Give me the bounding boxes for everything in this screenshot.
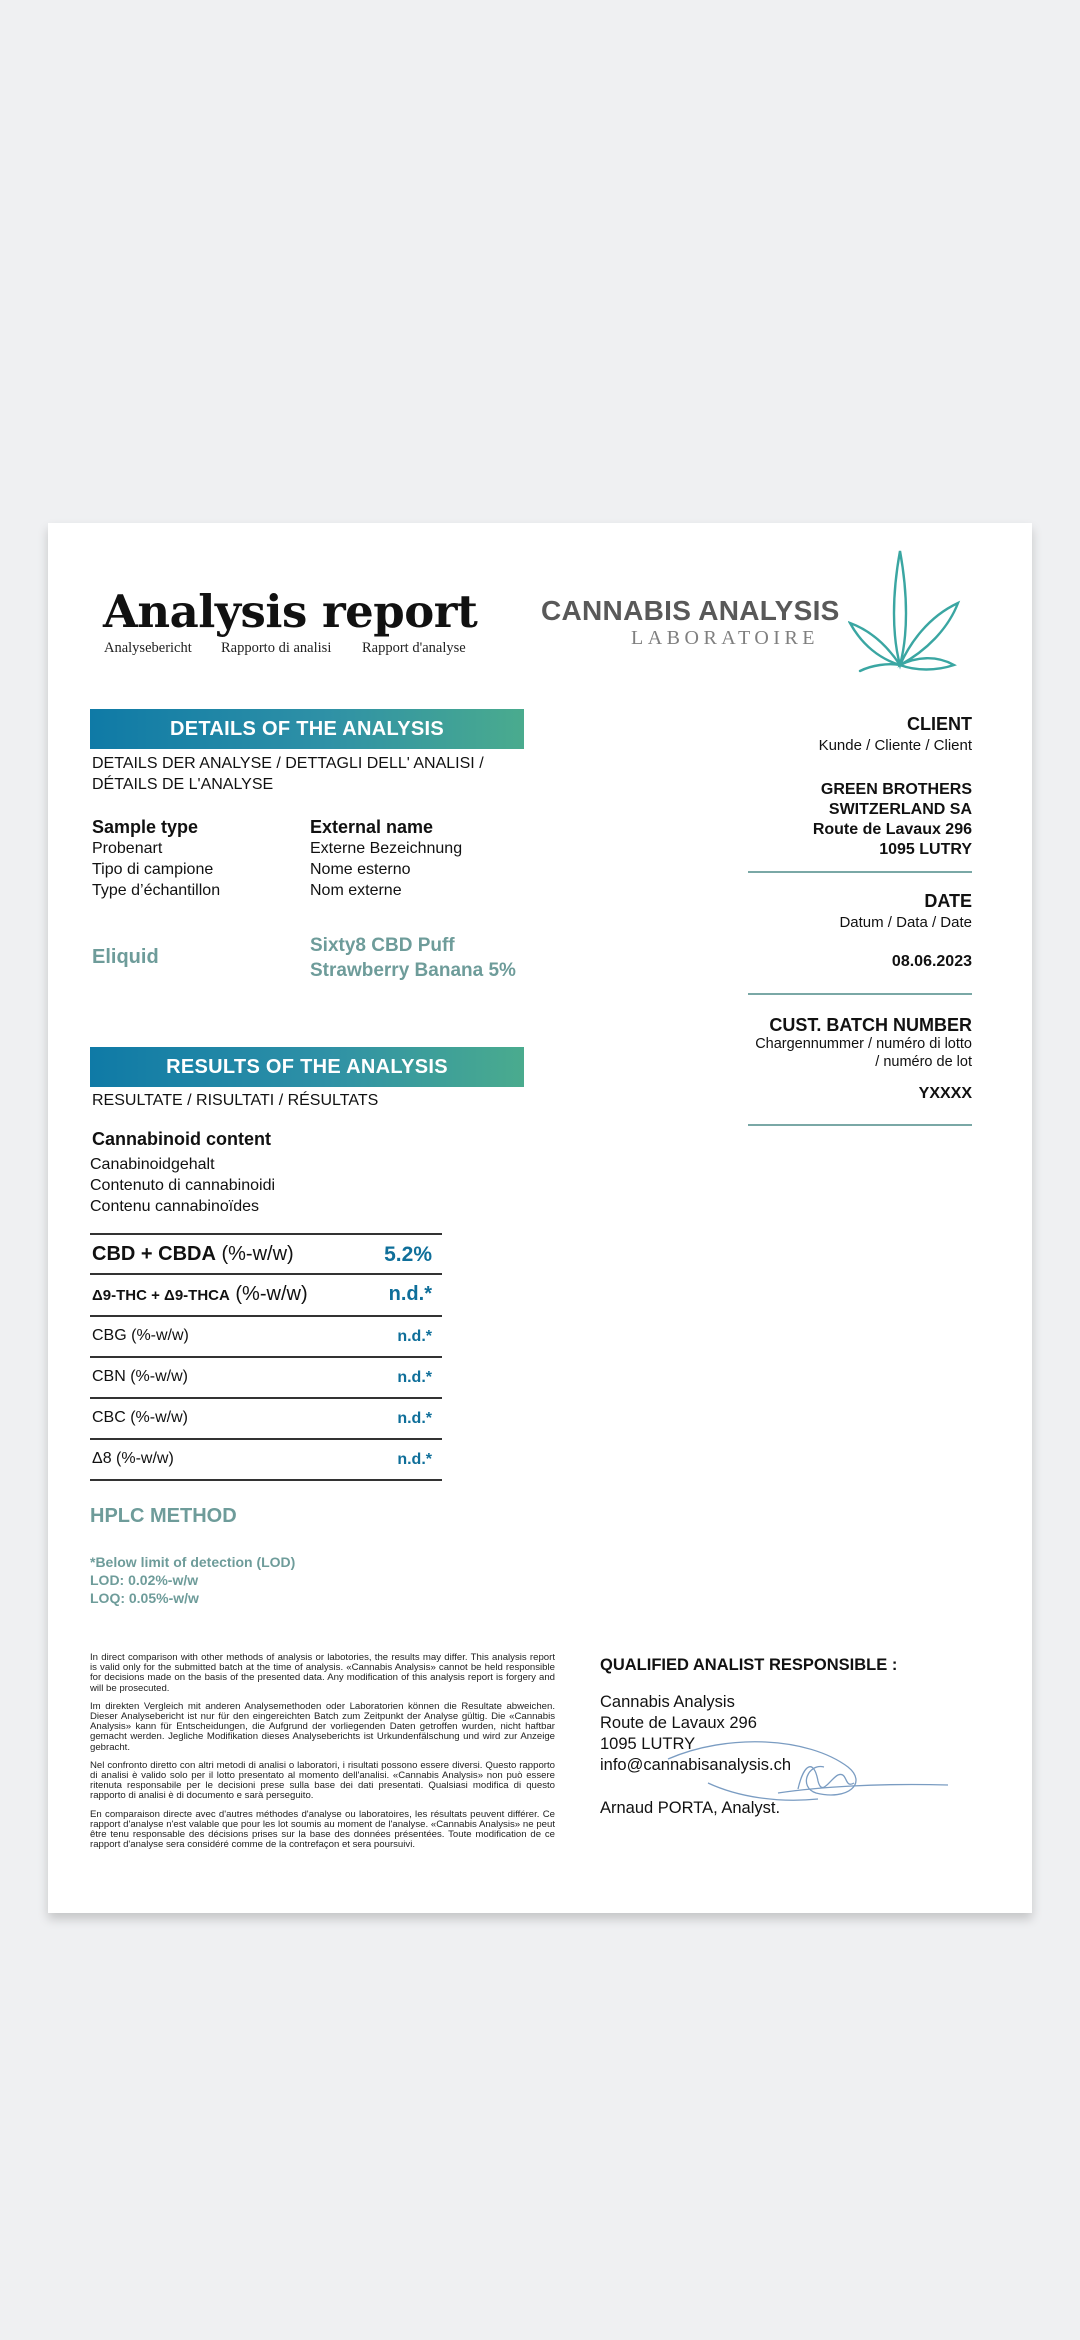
title-french: Rapport d'analyse: [362, 640, 466, 656]
client-line-1: GREEN BROTHERS: [820, 781, 972, 798]
date-value: 08.06.2023: [891, 953, 972, 970]
sample-type-de: Probenart: [92, 840, 163, 857]
results-banner: RESULTS OF THE ANALYSIS: [90, 1047, 524, 1087]
sample-type-it: Tipo di campione: [92, 861, 214, 878]
loq-value: LOQ: 0.05%-w/w: [90, 1590, 199, 1606]
disclaimer-fr: En comparaison directe avec d'autres méthodes d'analyse ou laboratoires, les résultats peuvent différer. Ce rapport d'analyse n'est valable que pour les lot soumis au moment de l'analyse. «Cannabis Analysis» ne peut être tenu responsable des décisions prises sur la base des données présentées. Toute modification de ce rapport d'analyse sera considéré comme de la contrefaçon et sera poursuivi.: [90, 1808, 555, 1851]
result-value-d8: n.d.*: [397, 1451, 432, 1468]
sample-type-value: Eliquid: [92, 946, 159, 968]
client-line-2: SWITZERLAND SA: [828, 801, 972, 818]
batch-heading: CUST. BATCH NUMBER: [769, 1015, 972, 1035]
divider-3: [748, 1124, 972, 1126]
result-value-cbc: n.d.*: [397, 1410, 432, 1427]
details-banner: DETAILS OF THE ANALYSIS: [90, 709, 524, 749]
result-label-thc: Δ9-THC + Δ9-THCA (%-w/w): [92, 1283, 308, 1305]
details-subtitle-1: DETAILS DER ANALYSE / DETTAGLI DELL' ANALISI /: [92, 755, 484, 772]
divider-1: [748, 871, 972, 873]
cannabinoid-it: Contenuto di cannabinoidi: [90, 1177, 276, 1194]
result-row-cbc: [90, 1397, 442, 1438]
qualified-line-3: 1095 LUTRY: [600, 1735, 696, 1753]
external-name-it: Nome esterno: [310, 861, 411, 878]
result-row-d8: [90, 1438, 442, 1481]
sample-type-heading: Sample type: [92, 817, 199, 837]
batch-subtitle-2: / numéro de lot: [875, 1054, 972, 1070]
method-label: HPLC METHOD: [90, 1505, 237, 1527]
client-heading: CLIENT: [907, 714, 972, 734]
batch-subtitle-1: Chargennummer / numéro di lotto: [755, 1036, 972, 1052]
lod-note: *Below limit of detection (LOD): [90, 1554, 296, 1570]
batch-value: YXXXX: [918, 1085, 972, 1102]
result-label-cbg: CBG (%-w/w): [92, 1327, 189, 1344]
disclaimer-en: In direct comparison with other methods of analysis or labotories, the results may differ. This analysis report is valid only for the submitted batch at the time of analysis. «Cannabis Analysis» cannot be held responsible for decisions made on the basis of the presented data. Any modification of this analysis report is forgery and will be prosecuted.: [90, 1652, 555, 1694]
title-italian: Rapporto di analisi: [221, 640, 332, 656]
external-name-heading: External name: [310, 817, 434, 837]
result-row-thc: [90, 1273, 442, 1314]
result-label-cbc: CBC (%-w/w): [92, 1409, 188, 1426]
result-label-d8: Δ8 (%-w/w): [92, 1450, 174, 1467]
title-german: Analysebericht: [104, 640, 192, 656]
result-label-cbd: CBD + CBDA (%-w/w): [92, 1243, 294, 1265]
client-line-3: Route de Lavaux 296: [812, 821, 972, 838]
date-subtitle: Datum / Data / Date: [839, 914, 972, 931]
result-label-cbn: CBN (%-w/w): [92, 1368, 188, 1385]
external-name-fr: Nom externe: [310, 882, 402, 899]
cannabinoid-de: Canabinoidgehalt: [90, 1156, 215, 1173]
qualified-email[interactable]: info@cannabisanalysis.ch: [600, 1756, 792, 1774]
result-value-thc: n.d.*: [388, 1283, 432, 1305]
client-subtitle: Kunde / Cliente / Client: [818, 737, 972, 754]
disclaimer-it: Nel confronto diretto con altri metodi di analisi o laboratori, i risultati possono essere diversi. Questo rapporto di analisi è valido solo per il lotto presentato al momento dell'analisi. «Cannabis Analysis» non può essere ritenuta responsabile per le decisioni prese sulla base dei dati presentati. Qualsiasi modifica di questo rapporto di analisi è di documento e sarà perseguito.: [90, 1759, 555, 1802]
qualified-line-2: Route de Lavaux 296: [600, 1714, 757, 1732]
qualified-line-1: Cannabis Analysis: [600, 1693, 735, 1711]
divider-2: [748, 993, 972, 995]
cannabinoid-heading: Cannabinoid content: [92, 1129, 271, 1149]
analyst-name: Arnaud PORTA, Analyst.: [600, 1799, 781, 1817]
result-value-cbd: 5.2%: [384, 1243, 432, 1266]
lod-value: LOD: 0.02%-w/w: [90, 1572, 199, 1588]
report-title: Analysis report: [103, 585, 478, 638]
logo-name: CANNABIS ANALYSIS: [541, 595, 840, 626]
result-value-cbg: n.d.*: [397, 1328, 432, 1345]
date-heading: DATE: [924, 891, 972, 911]
details-subtitle-2: DÉTAILS DE L'ANALYSE: [92, 776, 274, 793]
external-name-value-1: Sixty8 CBD Puff: [310, 935, 455, 956]
client-line-4: 1095 LUTRY: [879, 841, 972, 858]
disclaimer: [90, 1653, 555, 1858]
external-name-de: Externe Bezeichnung: [310, 840, 463, 857]
cannabinoid-fr: Contenu cannabinoïdes: [90, 1198, 260, 1215]
cannabis-leaf-icon: [848, 547, 968, 673]
result-row-cbg: [90, 1315, 442, 1356]
logo-subtitle: LABORATOIRE: [631, 627, 820, 649]
disclaimer-de: Im direkten Vergleich mit anderen Analysemethoden oder Laboratorien können die Resultate abweichen. Dieser Analysebericht ist nur für den eingereichten Batch zum Zeitpunkt der Analyse gültig. Die «Cannabis Analysis» kann für Entscheidungen, die Aufgrund der vorliegenden Daten getroffen wurden, nicht haftbar gemacht werden. Jegliche Modifikation dieses Analyseberichts ist Urkundenfälschung und wird zur Anzeige gebracht.: [90, 1700, 555, 1753]
result-value-cbn: n.d.*: [397, 1369, 432, 1386]
result-row-cbd: [90, 1233, 442, 1274]
sample-type-fr: Type d’échantillon: [92, 882, 221, 899]
external-name-value-2: Strawberry Banana 5%: [310, 960, 516, 981]
result-row-cbn: [90, 1356, 442, 1397]
report-page: [48, 523, 1032, 1913]
results-subtitle: RESULTATE / RISULTATI / RÉSULTATS: [92, 1092, 379, 1109]
qualified-heading: QUALIFIED ANALIST RESPONSIBLE :: [600, 1656, 898, 1674]
